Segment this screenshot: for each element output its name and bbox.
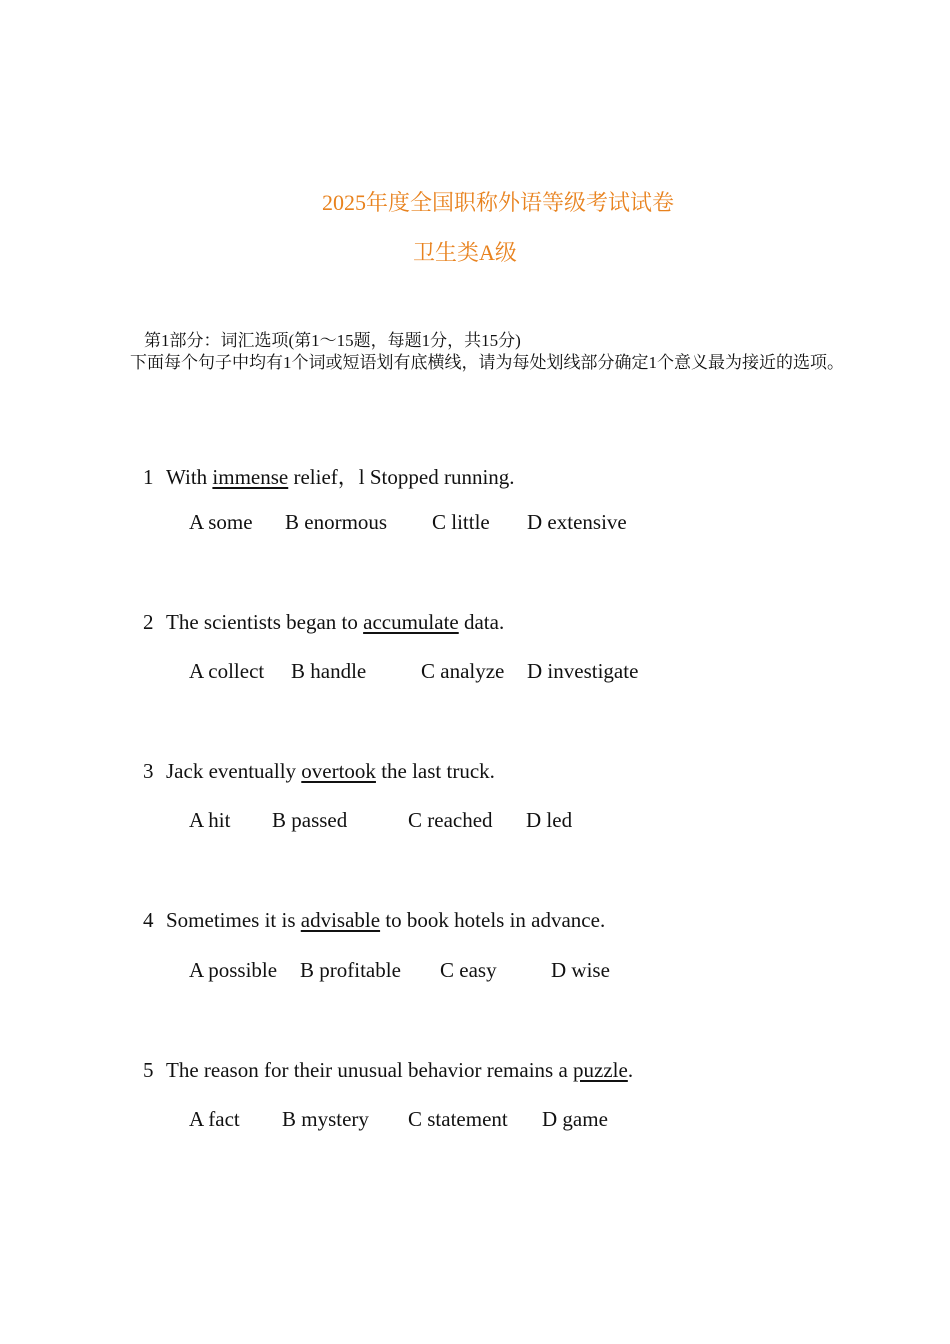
option-d: D wise	[551, 958, 610, 982]
option-a: A possible	[189, 958, 278, 982]
option-d: D investigate	[527, 659, 639, 683]
option-b: B handle	[291, 659, 367, 683]
question-text-after: the last truck.	[375, 759, 495, 783]
underlined-word: immense	[212, 465, 289, 489]
underlined-word: advisable	[300, 908, 381, 932]
question-text-before: Sometimes it is	[166, 908, 301, 932]
underlined-word: accumulate	[363, 610, 459, 634]
question-2	[143, 610, 504, 635]
option-b: B enormous	[285, 510, 388, 534]
question-number: 3	[143, 759, 154, 783]
question-1	[143, 461, 515, 491]
question-number: 5	[143, 1058, 154, 1082]
section-heading: 第1部分：词汇选项(第1～15题，每题1分，共15分)	[144, 331, 521, 350]
question-1-options	[0, 510, 950, 540]
question-3	[143, 759, 495, 784]
question-text-after: relief，l Stopped running.	[288, 465, 515, 489]
option-a: A some	[189, 510, 253, 534]
question-5-options	[0, 1107, 950, 1137]
question-text-after: .	[627, 1058, 634, 1082]
option-b: B mystery	[282, 1107, 369, 1131]
option-a: A hit	[189, 808, 231, 832]
question-4-options	[0, 958, 950, 988]
option-c: C statement	[408, 1107, 508, 1131]
option-c: C reached	[408, 808, 493, 832]
question-text-after: to book hotels in advance.	[380, 908, 606, 932]
question-number: 1	[143, 465, 154, 489]
question-text-before: The scientists began to	[166, 610, 364, 634]
option-d: D led	[526, 808, 573, 832]
question-text-after: data.	[458, 610, 505, 634]
underlined-word: puzzle	[573, 1058, 628, 1082]
question-5	[143, 1058, 633, 1083]
question-text-before: With	[166, 465, 213, 489]
exam-subtitle: 卫生类A级	[413, 240, 517, 265]
option-c: C analyze	[421, 659, 505, 683]
question-number: 4	[143, 908, 154, 932]
option-d: D extensive	[527, 510, 627, 534]
exam-title: 2025年度全国职称外语等级考试试卷	[322, 190, 675, 215]
option-d: D game	[542, 1107, 608, 1131]
question-number: 2	[143, 610, 154, 634]
section-instructions: 下面每个句子中均有1个词或短语划有底横线，请为每处划线部分确定1个意义最为接近的选项。	[130, 353, 844, 372]
option-a: A collect	[189, 659, 265, 683]
question-text-before: Jack eventually	[166, 759, 302, 783]
question-3-options	[0, 808, 950, 838]
option-a: A fact	[189, 1107, 240, 1131]
option-c: C easy	[440, 958, 497, 982]
question-2-options	[0, 659, 950, 689]
option-b: B passed	[272, 808, 348, 832]
option-b: B profitable	[300, 958, 401, 982]
question-4	[143, 908, 605, 933]
underlined-word: overtook	[301, 759, 376, 783]
option-c: C little	[432, 510, 490, 534]
question-text-before: The reason for their unusual behavior remains a	[166, 1058, 574, 1082]
